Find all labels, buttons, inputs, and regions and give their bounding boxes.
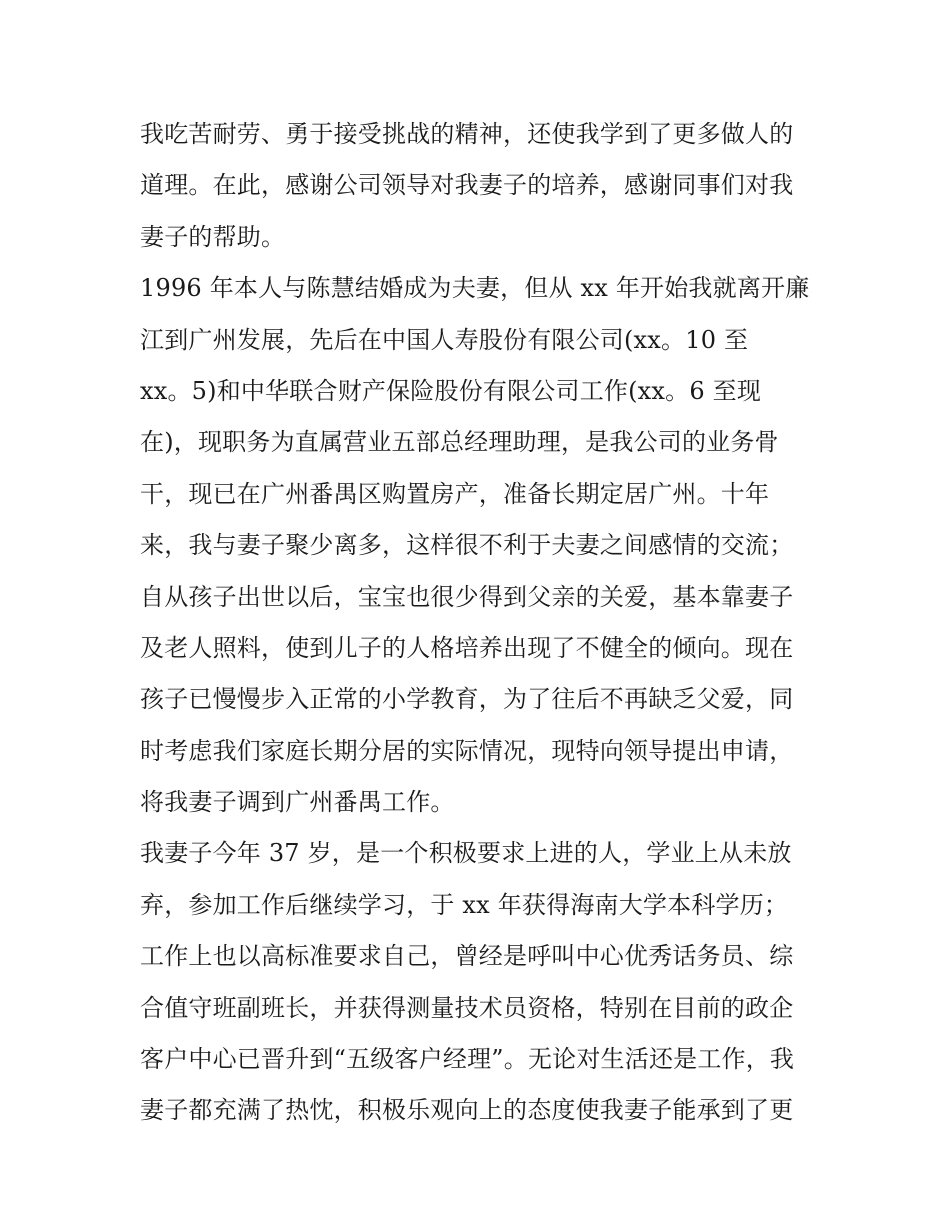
text-line: 道理。在此，感谢公司领导对我妻子的培养，感谢同事们对我 xyxy=(140,171,794,200)
text-line: 1996 年本人与陈慧结婚成为夫妻，但从 xx 年开始我就离开廉 xyxy=(140,274,810,303)
text-line: 及老人照料，使到儿子的人格培养出现了不健全的倾向。现在 xyxy=(140,633,794,662)
text-line: 我吃苦耐劳、勇于接受挑战的精神，还使我学到了更多做人的 xyxy=(140,120,794,148)
body-text xyxy=(140,109,820,1137)
text-line: 合值守班副班长，并获得测量技术员资格，特别在目前的政企 xyxy=(140,993,794,1022)
text-line: 在)，现职务为直属营业五部总经理助理，是我公司的业务骨 xyxy=(140,428,779,457)
text-line: 工作上也以高标准要求自己，曾经是呼叫中心优秀话务员、综 xyxy=(140,942,794,971)
text-line: 客户中心已晋升到“五级客户经理”。无论对生活还是工作，我 xyxy=(140,1045,795,1074)
text-line: 干，现已在广州番禺区购置房产，准备长期定居广州。十年 xyxy=(140,479,770,508)
text-line: 自从孩子出世以后，宝宝也很少得到父亲的关爱，基本靠妻子 xyxy=(140,582,794,611)
text-line: 弃，参加工作后继续学习，于 xx 年获得海南大学本科学历； xyxy=(140,890,789,919)
text-line: 江到广州发展，先后在中国人寿股份有限公司(xx。10 至 xyxy=(140,325,749,354)
text-line: xx。5)和中华联合财产保险股份有限公司工作(xx。6 至现 xyxy=(140,376,762,405)
text-line: 来，我与妻子聚少离多，这样很不利于夫妻之间感情的交流； xyxy=(140,531,794,560)
text-line: 时考虑我们家庭长期分居的实际情况，现特向领导提出申请， xyxy=(140,736,794,765)
text-line: 妻子的帮助。 xyxy=(140,222,286,251)
text-line: 孩子已慢慢步入正常的小学教育，为了往后不再缺乏父爱，同 xyxy=(140,685,794,714)
text-line: 我妻子今年 37 岁，是一个积极要求上进的人，学业上从未放 xyxy=(140,839,792,868)
text-line: 妻子都充满了热忱，积极乐观向上的态度使我妻子能承到了更 xyxy=(140,1096,794,1125)
text-line: 将我妻子调到广州番禺工作。 xyxy=(140,788,455,817)
